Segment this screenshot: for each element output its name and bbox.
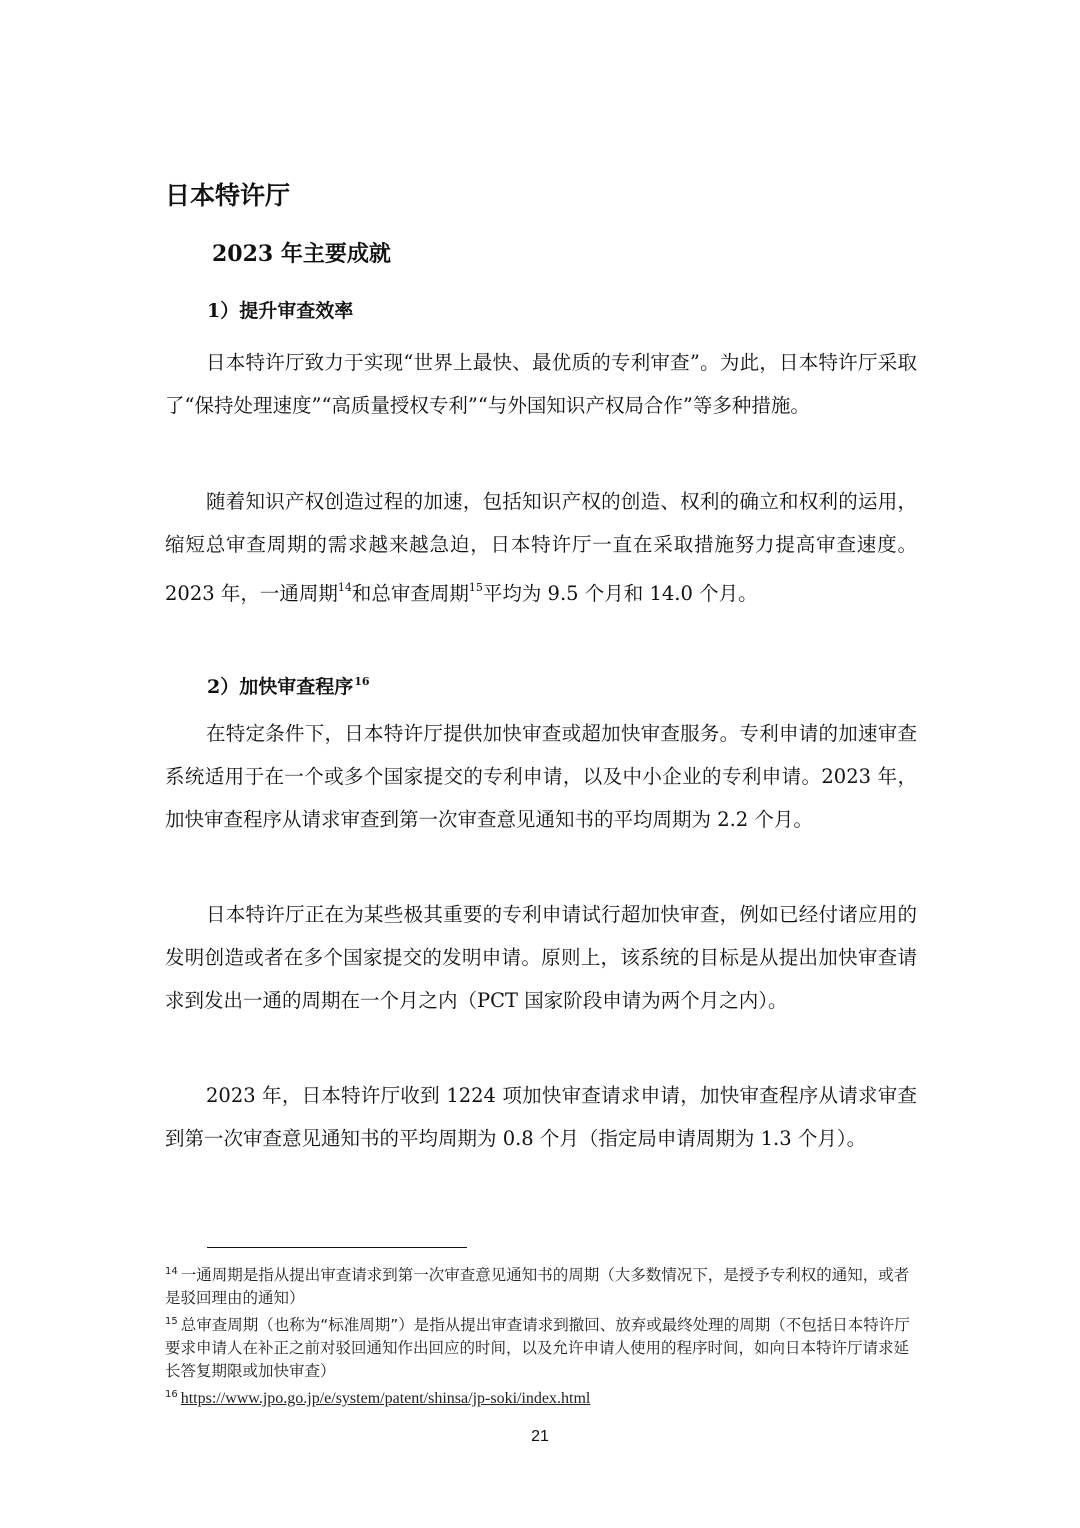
paragraph-text: 随着知识产权创造过程的加速，包括知识产权的创造、权利的确立和权利的运用，缩短总审查周期的需求越来越急迫，日本特许厅一直在采取措施努力提高审查速度。2023 年，一通周期 — [165, 490, 917, 605]
paragraph-4: 日本特许厅正在为某些极其重要的专利申请试行超加快审查，例如已经付诸应用的发明创造或者在多个国家提交的发明申请。原则上，该系统的目标是从提出加快审查请求到发出一通的周期在一个月之内（PCT 国家阶段申请为两个月之内）。 — [165, 903, 917, 1012]
paragraph-text: 和总审查周期 — [351, 582, 469, 605]
footnote-number: 15 — [165, 1316, 178, 1327]
footnote-ref-16[interactable]: 16 — [354, 675, 370, 688]
paragraph-1: 日本特许厅致力于实现“世界上最快、最优质的专利审查”。为此，日本特许厅采取了“保持处理速度”“高质量授权专利”“与外国知识产权局合作”等多种措施。 — [165, 351, 917, 417]
footnote-ref-14[interactable]: 14 — [337, 581, 352, 594]
footnote-text: 总审查周期（也称为“标准周期”）是指从提出审查请求到撤回、放弃或最终处理的周期（不包括日本特许厅要求申请人在补正之前对驳回通知作出回应的时间，以及允许申请人使用的程序时间，如向日本特许厅请求延长答复期限或加快审查） — [165, 1316, 910, 1380]
heading-accelerated-examination — [207, 667, 370, 702]
footnote-divider — [207, 1247, 467, 1248]
footnote-15 — [165, 1310, 917, 1383]
footnote-14 — [165, 1260, 917, 1310]
heading-label: 1）提升审查效率 — [207, 300, 354, 322]
page-number: 21 — [531, 1428, 549, 1445]
footnote-number: 16 — [165, 1389, 178, 1400]
section-title: 日本特许厅 — [165, 181, 291, 210]
footnote-text: 一通周期是指从提出审查请求到第一次审查意见通知书的周期（大多数情况下，是授予专利权的通知，或者是驳回理由的通知） — [165, 1266, 910, 1307]
footnote-number: 14 — [165, 1266, 178, 1277]
paragraph-5: 2023 年，日本特许厅收到 1224 项加快审查请求申请，加快审查程序从请求审查到第一次审查意见通知书的平均周期为 0.8 个月（指定局申请周期为 1.3 个月）。 — [165, 1084, 917, 1150]
footnote-link[interactable]: https://www.jpo.go.jp/e/system/patent/shinsa/jp-soki/index.html — [180, 1390, 591, 1407]
footnote-ref-15[interactable]: 15 — [468, 581, 483, 594]
footnotes — [165, 1260, 917, 1410]
paragraph-text: 平均为 9.5 个月和 14.0 个月。 — [482, 582, 758, 605]
subsection-title: 2023 年主要成就 — [212, 241, 391, 267]
heading-label: 2）加快审查程序 — [207, 676, 354, 698]
paragraph-2 — [165, 480, 917, 615]
footnote-16 — [165, 1383, 917, 1410]
paragraph-3: 在特定条件下，日本特许厅提供加快审查或超加快审查服务。专利申请的加速审查系统适用于在一个或多个国家提交的专利申请，以及中小企业的专利申请。2023 年，加快审查程序从请求审查到第一次审查意见通知书的平均周期为 2.2 个月。 — [165, 722, 917, 831]
heading-improve-efficiency — [207, 296, 353, 326]
